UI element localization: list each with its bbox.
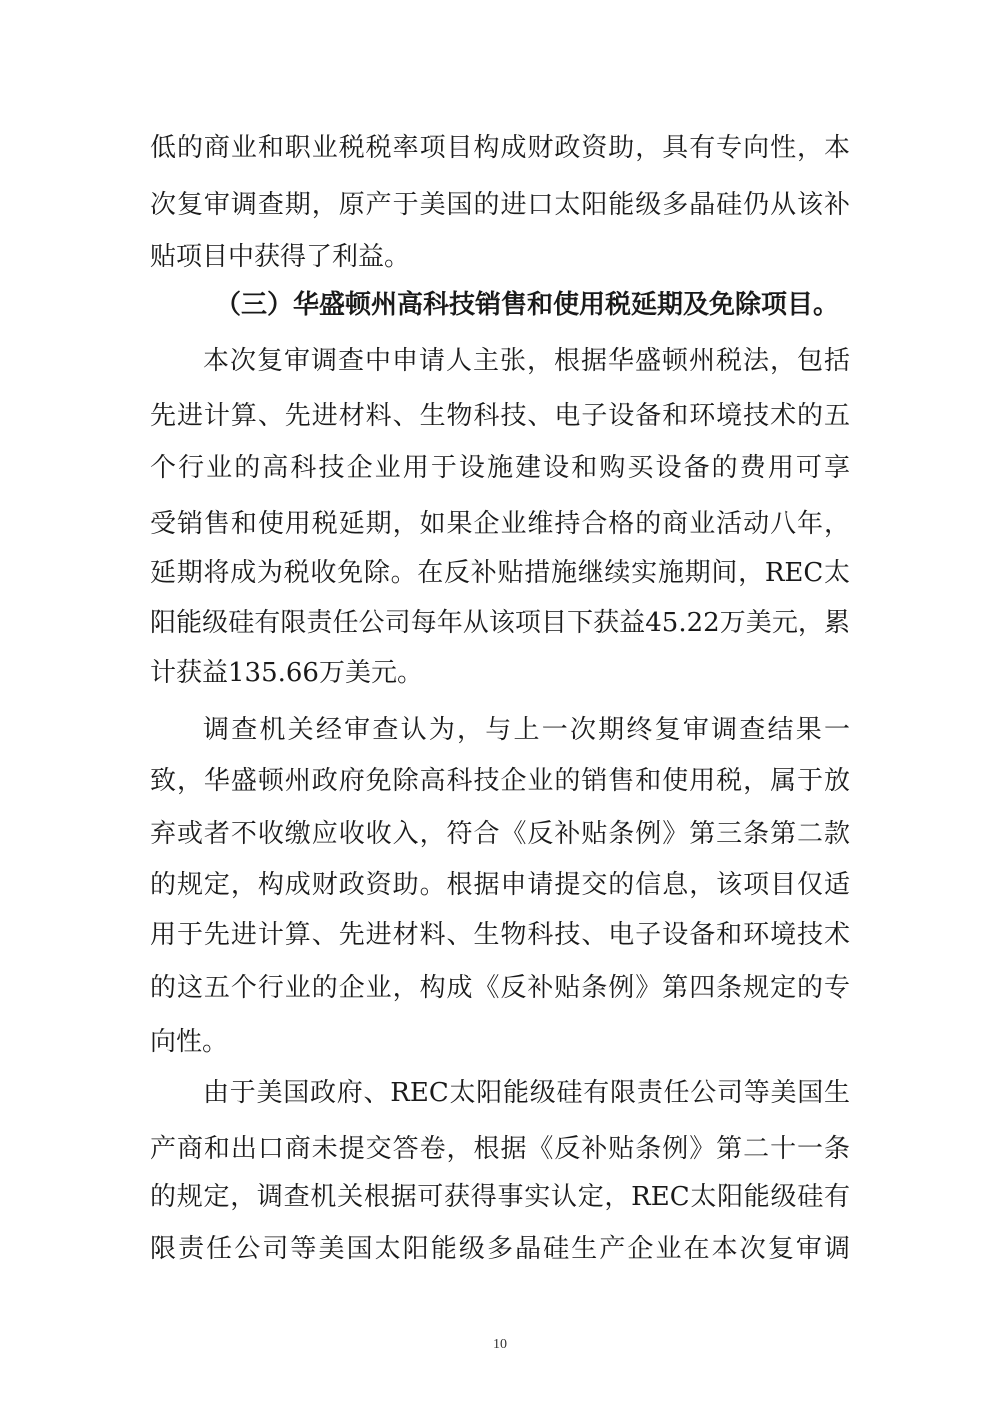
text-line: 产商和出口商未提交答卷，根据《反补贴条例》第二十一条 <box>150 1134 850 1164</box>
page-number: 10 <box>493 1337 507 1352</box>
text-line: 的这五个行业的企业，构成《反补贴条例》第四条规定的专 <box>150 973 850 1003</box>
section-heading: （三）华盛顿州高科技销售和使用税延期及免除项目。 <box>215 290 840 320</box>
text-line: 个行业的高科技企业用于设施建设和购买设备的费用可享 <box>150 453 850 483</box>
text-line: 用于先进计算、先进材料、生物科技、电子设备和环境技术 <box>150 920 850 950</box>
text-line: 次复审调查期，原产于美国的进口太阳能级多晶硅仍从该补 <box>150 190 850 220</box>
text-line: 限责任公司等美国太阳能级多晶硅生产企业在本次复审调 <box>150 1234 850 1264</box>
text-line: 受销售和使用税延期，如果企业维持合格的商业活动八年， <box>150 509 850 539</box>
text-line: 先进计算、先进材料、生物科技、电子设备和环境技术的五 <box>150 401 850 431</box>
text-line: 延期将成为税收免除。在反补贴措施继续实施期间，REC太 <box>150 558 850 588</box>
text-line: 的规定，构成财政资助。根据申请提交的信息，该项目仅适 <box>150 870 850 900</box>
text-line: 弃或者不收缴应收收入，符合《反补贴条例》第三条第二款 <box>150 819 850 849</box>
text-line: 阳能级硅有限责任公司每年从该项目下获益45.22万美元，累 <box>150 608 850 638</box>
text-line: 本次复审调查中申请人主张，根据华盛顿州税法，包括 <box>203 346 850 376</box>
text-line: 计获益135.66万美元。 <box>150 658 423 688</box>
text-line: 调查机关经审查认为，与上一次期终复审调查结果一 <box>203 715 850 745</box>
text-line: 低的商业和职业税税率项目构成财政资助，具有专向性，本 <box>150 133 850 163</box>
text-line: 贴项目中获得了利益。 <box>150 242 411 272</box>
text-line: 的规定，调查机关根据可获得事实认定，REC太阳能级硅有 <box>150 1182 850 1212</box>
text-line: 致，华盛顿州政府免除高科技企业的销售和使用税，属于放 <box>150 766 850 796</box>
text-line: 向性。 <box>150 1027 229 1057</box>
text-line: 由于美国政府、REC太阳能级硅有限责任公司等美国生 <box>203 1078 850 1108</box>
